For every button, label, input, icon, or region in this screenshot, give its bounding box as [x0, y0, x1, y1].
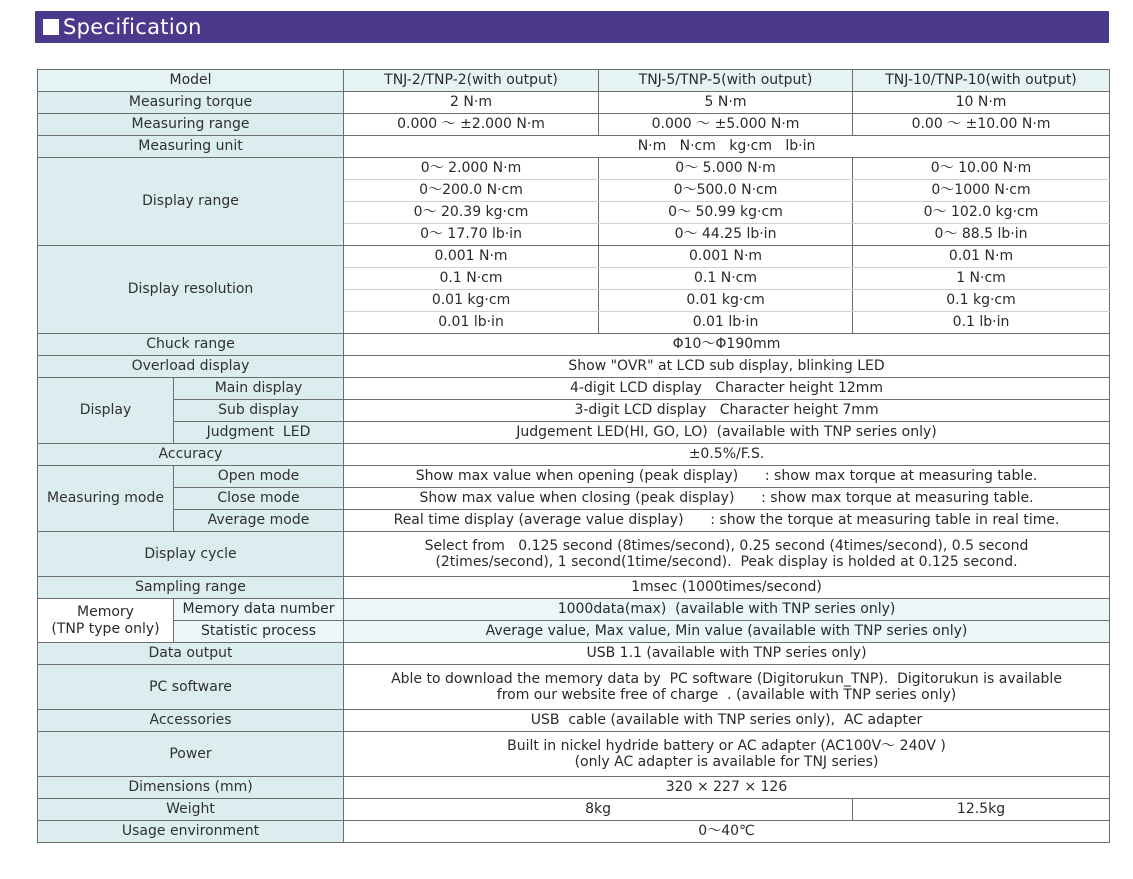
unit-value: N·m N·cm kg·cm lb·in	[344, 136, 1110, 158]
pc-software-line-1: Able to download the memory data by PC software (Digitorukun_TNP). Digitorukun is available	[391, 670, 1062, 687]
memory-number-value: 1000data(max) (available with TNP series only)	[344, 599, 1110, 621]
table-row	[38, 422, 1110, 444]
display-resolution-cell: 0.01 kg·cm	[599, 290, 853, 312]
environment-label: Usage environment	[38, 821, 344, 843]
display-range-cell: 0～ 50.99 kg·cm	[599, 202, 853, 224]
table-row	[38, 92, 1110, 114]
memory-label	[38, 599, 174, 643]
accuracy-value: ±0.5%/F.S.	[344, 444, 1110, 466]
chuck-value: Φ10～Φ190mm	[344, 334, 1110, 356]
accessories-value: USB cable (available with TNP series only), AC adapter	[344, 710, 1110, 732]
accuracy-label: Accuracy	[38, 444, 344, 466]
display-label: Display	[38, 378, 174, 444]
chuck-label: Chuck range	[38, 334, 344, 356]
torque-value-3: 10 N·m	[853, 92, 1110, 114]
statistic-process-label: Statistic process	[174, 621, 344, 643]
table-row	[38, 466, 1110, 488]
display-resolution-cell: 0.01 N·m	[853, 246, 1110, 268]
display-resolution-cell: 0.01 lb·in	[344, 312, 599, 334]
pc-software-label: PC software	[38, 665, 344, 710]
spec-table	[37, 69, 1110, 843]
range-value-2: 0.000 ～ ±5.000 N·m	[599, 114, 853, 136]
display-resolution-cell: 0.1 lb·in	[853, 312, 1110, 334]
display-range-cell: 0～ 17.70 lb·in	[344, 224, 599, 246]
display-resolution-label: Display resolution	[38, 246, 344, 334]
display-range-label: Display range	[38, 158, 344, 246]
memory-label-line-2: (TNP type only)	[51, 620, 160, 637]
judgment-led-label: Judgment LED	[174, 422, 344, 444]
power-value	[344, 732, 1110, 777]
unit-label: Measuring unit	[38, 136, 344, 158]
display-cycle-line-1: Select from 0.125 second (8times/second), 0.25 second (4times/second), 0.5 second	[424, 537, 1029, 554]
memory-label-line-1: Memory	[77, 604, 134, 621]
sub-display-value: 3-digit LCD display Character height 7mm	[344, 400, 1110, 422]
torque-label: Measuring torque	[38, 92, 344, 114]
display-resolution-cell: 0.1 N·cm	[599, 268, 853, 290]
data-output-label: Data output	[38, 643, 344, 665]
sub-display-label: Sub display	[174, 400, 344, 422]
display-range-cell: 0～ 88.5 lb·in	[853, 224, 1110, 246]
statistic-process-value: Average value, Max value, Min value (available with TNP series only)	[344, 621, 1110, 643]
power-line-2: (only AC adapter is available for TNJ series)	[574, 754, 879, 770]
table-row	[38, 799, 1110, 821]
table-row	[38, 777, 1110, 799]
display-range-cell: 0～ 20.39 kg·cm	[344, 202, 599, 224]
weight-label: Weight	[38, 799, 344, 821]
display-cycle-label: Display cycle	[38, 532, 344, 577]
power-line-1: Built in nickel hydride battery or AC adapter (AC100V～ 240V )	[507, 737, 946, 754]
table-row	[38, 599, 1110, 621]
table-row	[38, 621, 1110, 643]
pc-software-line-2: from our website free of charge . (available with TNP series only)	[496, 687, 957, 703]
torque-value-1: 2 N·m	[344, 92, 599, 114]
table-row	[38, 510, 1110, 532]
display-range-cell: 0～ 2.000 N·m	[344, 158, 599, 180]
display-resolution-cell: 0.1 kg·cm	[853, 290, 1110, 312]
model-3: TNJ-10/TNP-10(with output)	[853, 70, 1110, 92]
table-row	[38, 334, 1110, 356]
table-row	[38, 246, 1110, 268]
table-row	[38, 488, 1110, 510]
dimensions-label: Dimensions (mm)	[38, 777, 344, 799]
table-row	[38, 400, 1110, 422]
memory-number-label: Memory data number	[174, 599, 344, 621]
display-resolution-cell: 1 N·cm	[853, 268, 1110, 290]
display-resolution-cell: 0.1 N·cm	[344, 268, 599, 290]
display-cycle-value	[344, 532, 1110, 577]
environment-value: 0～40℃	[344, 821, 1110, 843]
weight-value-1: 8kg	[344, 799, 853, 821]
table-row	[38, 665, 1110, 710]
display-range-cell: 0～ 44.25 lb·in	[599, 224, 853, 246]
table-row	[38, 158, 1110, 180]
range-value-3: 0.00 ～ ±10.00 N·m	[853, 114, 1110, 136]
sampling-value: 1msec (1000times/second)	[344, 577, 1110, 599]
table-row	[38, 444, 1110, 466]
display-resolution-cell: 0.01 kg·cm	[344, 290, 599, 312]
display-cycle-line-2: (2times/second), 1 second(1time/second). Peak display is holded at 0.125 second.	[435, 554, 1018, 570]
sampling-label: Sampling range	[38, 577, 344, 599]
open-mode-value: Show max value when opening (peak display) : show max torque at measuring table.	[344, 466, 1110, 488]
table-row	[38, 136, 1110, 158]
close-mode-label: Close mode	[174, 488, 344, 510]
range-value-1: 0.000 ～ ±2.000 N·m	[344, 114, 599, 136]
average-mode-label: Average mode	[174, 510, 344, 532]
table-row	[38, 643, 1110, 665]
torque-value-2: 5 N·m	[599, 92, 853, 114]
table-row	[38, 821, 1110, 843]
display-range-cell: 0～ 102.0 kg·cm	[853, 202, 1110, 224]
table-row	[38, 577, 1110, 599]
open-mode-label: Open mode	[174, 466, 344, 488]
square-icon	[43, 19, 59, 35]
section-title: Specification	[63, 15, 202, 39]
overload-value: Show "OVR" at LCD sub display, blinking LED	[344, 356, 1110, 378]
model-label: Model	[38, 70, 344, 92]
display-range-cell: 0～ 10.00 N·m	[853, 158, 1110, 180]
pc-software-value	[344, 665, 1110, 710]
model-1: TNJ-2/TNP-2(with output)	[344, 70, 599, 92]
average-mode-value: Real time display (average value display) : show the torque at measuring table in real time.	[344, 510, 1110, 532]
table-row	[38, 356, 1110, 378]
measuring-mode-label: Measuring mode	[38, 466, 174, 532]
display-resolution-cell: 0.001 N·m	[344, 246, 599, 268]
weight-value-2: 12.5kg	[853, 799, 1110, 821]
judgment-led-value: Judgement LED(HI, GO, LO) (available with TNP series only)	[344, 422, 1110, 444]
accessories-label: Accessories	[38, 710, 344, 732]
section-header	[35, 11, 1109, 43]
dimensions-value: 320 × 227 × 126	[344, 777, 1110, 799]
power-label: Power	[38, 732, 344, 777]
table-row	[38, 378, 1110, 400]
table-row	[38, 710, 1110, 732]
display-range-cell: 0～500.0 N·cm	[599, 180, 853, 202]
data-output-value: USB 1.1 (available with TNP series only)	[344, 643, 1110, 665]
close-mode-value: Show max value when closing (peak display) : show max torque at measuring table.	[344, 488, 1110, 510]
main-display-value: 4-digit LCD display Character height 12mm	[344, 378, 1110, 400]
model-2: TNJ-5/TNP-5(with output)	[599, 70, 853, 92]
main-display-label: Main display	[174, 378, 344, 400]
display-resolution-cell: 0.01 lb·in	[599, 312, 853, 334]
table-row	[38, 732, 1110, 777]
table-row	[38, 114, 1110, 136]
display-range-cell: 0～ 5.000 N·m	[599, 158, 853, 180]
range-label: Measuring range	[38, 114, 344, 136]
table-row	[38, 70, 1110, 92]
table-row	[38, 532, 1110, 577]
display-resolution-cell: 0.001 N·m	[599, 246, 853, 268]
overload-label: Overload display	[38, 356, 344, 378]
display-range-cell: 0～1000 N·cm	[853, 180, 1110, 202]
display-range-cell: 0～200.0 N·cm	[344, 180, 599, 202]
